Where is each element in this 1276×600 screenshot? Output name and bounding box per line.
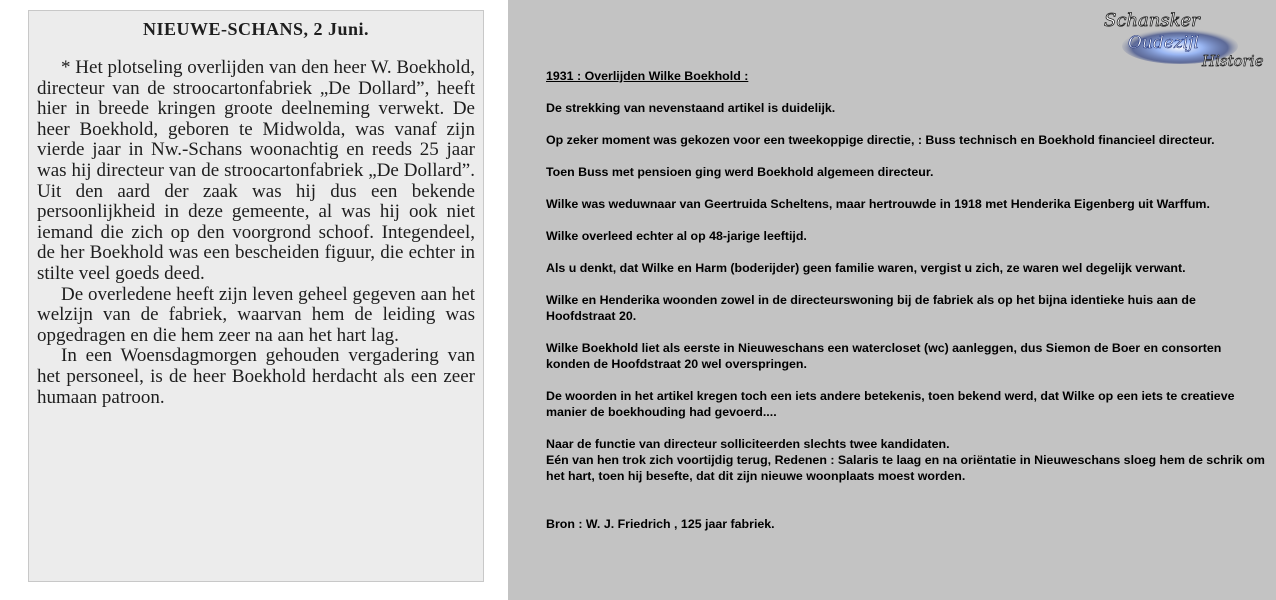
newspaper-clipping [28, 10, 484, 582]
clipping-paragraph: In een Woensdagmorgen gehouden vergadering van het personeel, is de heer Boekhold herdacht als een zeer humaan patroon. [37, 345, 475, 408]
article-paragraph: De woorden in het artikel kregen toch een iets andere betekenis, toen bekend werd, dat Wilke op een iets te creatieve manier de boekhouding had gevoerd.... [546, 389, 1235, 419]
article-paragraph: Wilke Boekhold liet als eerste in Nieuweschans een watercloset (wc) aanleggen, dus Siemon de Boer en consorten konden de Hoofdstraat 20 wel overspringen. [546, 341, 1222, 371]
clipping-paragraph: * Het plotseling overlijden van den heer W. Boekhold, directeur van de stroocartonfabriek „De Dollard”, heeft hier in breede kringen groote deelneming verwekt. De heer Boekhold, geboren te Midwolda, was vanaf zijn vierde jaar in Nw.-Schans woonachtig en reeds 25 jaar was hij directeur van de stroocartonfabriek „De Dollard”. Uit den aard der zaak was hij dus een bekende persoonlijkheid in deze gemeente, al was hij ook niet iemand die zich op den voorgrond schoof. Integendeel, de her Boekhold was een bescheiden figuur, die echter in stilte veel goeds deed. [37, 57, 475, 284]
article-text [546, 68, 1266, 548]
svg-text:Schansker: Schansker [1104, 10, 1200, 31]
article-paragraph: Wilke overleed echter al op 48-jarige leeftijd. [546, 229, 807, 243]
article-paragraph: Toen Buss met pensioen ging werd Boekhold algemeen directeur. [546, 165, 934, 179]
article-paragraph: Eén van hen trok zich voortijdig terug, Redenen : Salaris te laag en na oriëntatie in Nieuweschans sloeg hem de schrik om het hart, toen hij besefte, dat dit zijn nieuwe woonplaats moest worden. [546, 453, 1265, 483]
article-paragraph: Naar de functie van directeur solliciteerden slechts twee kandidaten. [546, 437, 950, 451]
article-panel [508, 0, 1276, 600]
article-paragraph: Wilke en Henderika woonden zowel in de directeurswoning bij de fabriek als op het bijna identieke huis aan de Hoofdstraat 20. [546, 293, 1196, 323]
schansker-oudezijl-historie-logo [1098, 6, 1268, 72]
svg-text:Historie: Historie [1202, 52, 1264, 70]
spacer [546, 500, 1266, 516]
clipping-paragraph: De overledene heeft zijn leven geheel gegeven aan het welzijn van de fabriek, waarvan hem de leiding was opgedragen en die hem zeer na aan het hart lag. [37, 283, 475, 346]
article-paragraph: Als u denkt, dat Wilke en Harm (boderijder) geen familie waren, vergist u zich, ze waren wel degelijk verwant. [546, 261, 1186, 275]
clipping-heading: NIEUWE-SCHANS, 2 Juni. [142, 19, 370, 39]
svg-text:Oudezijl: Oudezijl [1128, 33, 1199, 53]
article-paragraph: De strekking van nevenstaand artikel is duidelijk. [546, 101, 836, 115]
article-paragraph: Op zeker moment was gekozen voor een tweekoppige directie, : Buss technisch en Boekhold financieel directeur. [546, 133, 1215, 147]
article-title: 1931 : Overlijden Wilke Boekhold : [546, 69, 749, 83]
article-source: Bron : W. J. Friedrich , 125 jaar fabriek. [546, 517, 775, 531]
article-paragraph: Wilke was weduwnaar van Geertruida Scheltens, maar hertrouwde in 1918 met Henderika Eigenberg uit Warffum. [546, 197, 1210, 211]
